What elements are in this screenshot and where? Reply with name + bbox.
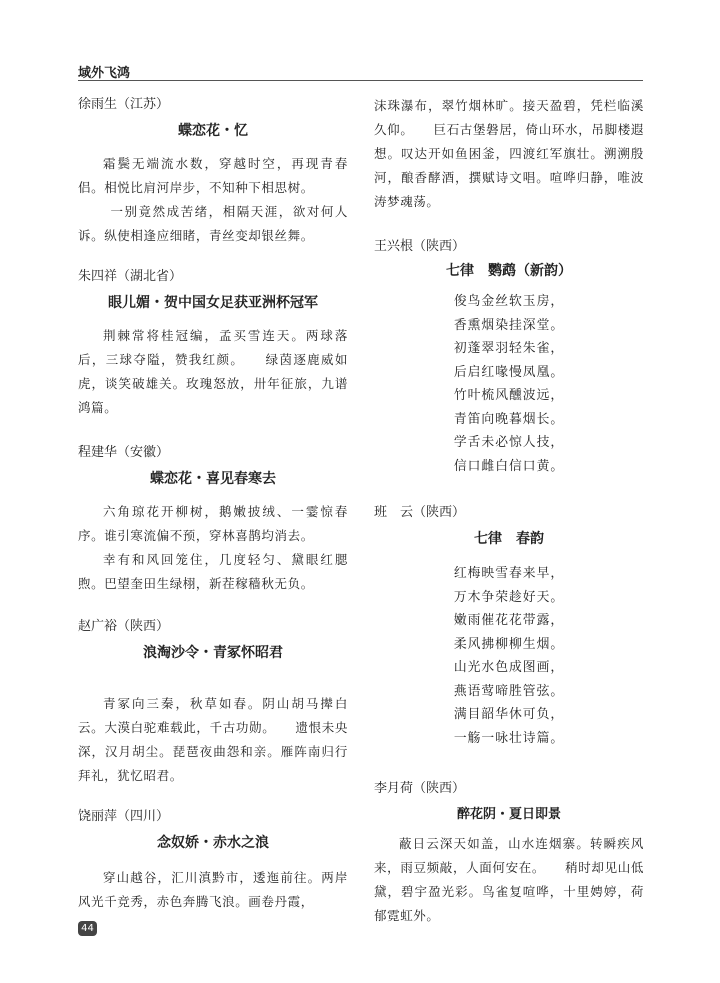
- poem-entry: [374, 236, 644, 478]
- poem-entry: [374, 778, 644, 928]
- poem-continuation: 沫珠瀑布，翠竹烟林旷。接天盈碧，凭栏临溪久仰。 巨石古堡磐居，倚山环水，吊脚楼遐想。叹达开如鱼困釜，四渡红军旗壮。溯溯殷河，酿香酵酒，撰赋诗文唱。喧哗归静，唯波涛梦魂荡。: [374, 98, 644, 209]
- poem-author: 王兴根（陕西）: [374, 239, 466, 254]
- poem-paragraph: 青冢向三秦，秋草如春。阴山胡马撵白云。大漠白驼难载此，千古功勋。 遗恨未央深，汉月胡尘。琵琶夜曲怨和亲。雁阵南归行拜礼，犹忆昭君。: [78, 696, 348, 783]
- poem-entry: [78, 266, 348, 420]
- poem-line: 后启红喙慢凤凰。: [453, 364, 565, 380]
- poem-author: 班 云（陕西）: [374, 505, 466, 520]
- poem-paragraph: 蔽日云深天如盖，山水连烟寨。转瞬疾风来，雨豆频敲，人面何安在。 稍时却见山低黛，碧宇盈光彩。鸟雀复喧哗，十里娉婷，荷郁霓虹外。: [374, 836, 644, 923]
- header-rule: [78, 80, 643, 81]
- section-header: 域外飞鸿: [78, 66, 131, 81]
- poem-line: 万木争荣趁好天。: [453, 589, 565, 605]
- poem-line: 满目韶华休可负，: [453, 707, 565, 722]
- poem-line: 红梅映雪春来早，: [453, 566, 565, 581]
- poem-line: 嫩雨催花花带露，: [453, 613, 565, 628]
- poem-paragraph: 一别竟然成苦绪，相隔天涯，欲对何人诉。纵使相逢应细睹，青丝变却银丝舞。: [78, 204, 348, 243]
- poem-author: 徐雨生（江苏）: [78, 97, 170, 112]
- page-number: 44: [78, 921, 97, 936]
- poem-title: 蝶恋花・忆: [178, 123, 248, 139]
- poem-lines: [374, 290, 644, 478]
- poem-entry: [374, 502, 644, 750]
- poem-title: 七律 鹦鹉（新韵）: [446, 263, 572, 279]
- poem-paragraph: 霜鬓无端流水数，穿越时空，再现青春侣。相悦比肩河岸步，不知种下相思树。: [78, 156, 348, 195]
- poem-paragraph: 穿山越谷，汇川滇黔市，逶迤前往。两岸风光千竞秀，赤色奔腾飞浪。画卷丹霞，: [78, 870, 348, 909]
- poem-author: 朱四祥（湖北省）: [78, 269, 183, 284]
- poem-author: 程建华（安徽）: [78, 445, 170, 460]
- poem-line: 一觞一咏壮诗篇。: [453, 730, 565, 746]
- poem-title: 眼儿媚・贺中国女足获亚洲杯冠军: [108, 295, 318, 311]
- poem-title: 醉花阴・夏日即景: [456, 807, 561, 822]
- poem-line: 竹叶梳风醺波远，: [453, 388, 565, 403]
- poem-author: 饶丽萍（四川）: [78, 809, 170, 824]
- poem-paragraph: 幸有和风回笼住，几度轻匀、黛眼红腮煦。巴望奎田生绿栩，新茬稼穑秋无负。: [78, 552, 348, 591]
- right-column: [374, 94, 644, 928]
- poem-line: 柔风拂柳柳生烟。: [453, 636, 565, 652]
- poem-title: 蝶恋花・喜见春寒去: [150, 471, 276, 487]
- poem-entry: [78, 616, 348, 788]
- poem-line: 燕语莺啼胜管弦。: [453, 683, 565, 699]
- poem-line: 学舌未必惊人技，: [453, 435, 565, 450]
- poem-line: 香熏烟染挂深堂。: [453, 317, 565, 333]
- poem-entry: [78, 94, 348, 248]
- poem-entry: [78, 806, 348, 914]
- poem-entry: [78, 442, 348, 596]
- poem-paragraph: 荆棘常将桂冠编，孟买雪连天。两球落后，三球夺隘，赞我红颜。 绿茵逐鹿威如虎，谈笑破雄关。玫瑰怒放，卅年征旅，九谱鸿篇。: [78, 328, 348, 415]
- poem-author: 赵广裕（陕西）: [78, 619, 170, 634]
- poem-paragraph: 六角琼花开柳树，鹅嫩披绒、一霎惊春序。谁引寒流偏不预，穿林喜鹊均消去。: [78, 504, 348, 543]
- poem-title: 念奴娇・赤水之浪: [157, 835, 269, 851]
- left-column: [78, 94, 348, 914]
- poem-title: 浪淘沙令・青冢怀昭君: [143, 645, 283, 661]
- poem-line: 信口雌白信口黄。: [453, 458, 565, 474]
- poem-line: 青笛向晚暮烟长。: [453, 411, 565, 427]
- poem-author: 李月荷（陕西）: [374, 781, 466, 796]
- poem-line: 山光水色成图画，: [453, 660, 565, 675]
- poem-line: 俊鸟金丝软玉房，: [453, 294, 565, 309]
- poem-lines: [374, 562, 644, 750]
- poem-line: 初蓬翠羽轻朱雀，: [453, 341, 565, 356]
- poem-title: 七律 春韵: [474, 531, 544, 547]
